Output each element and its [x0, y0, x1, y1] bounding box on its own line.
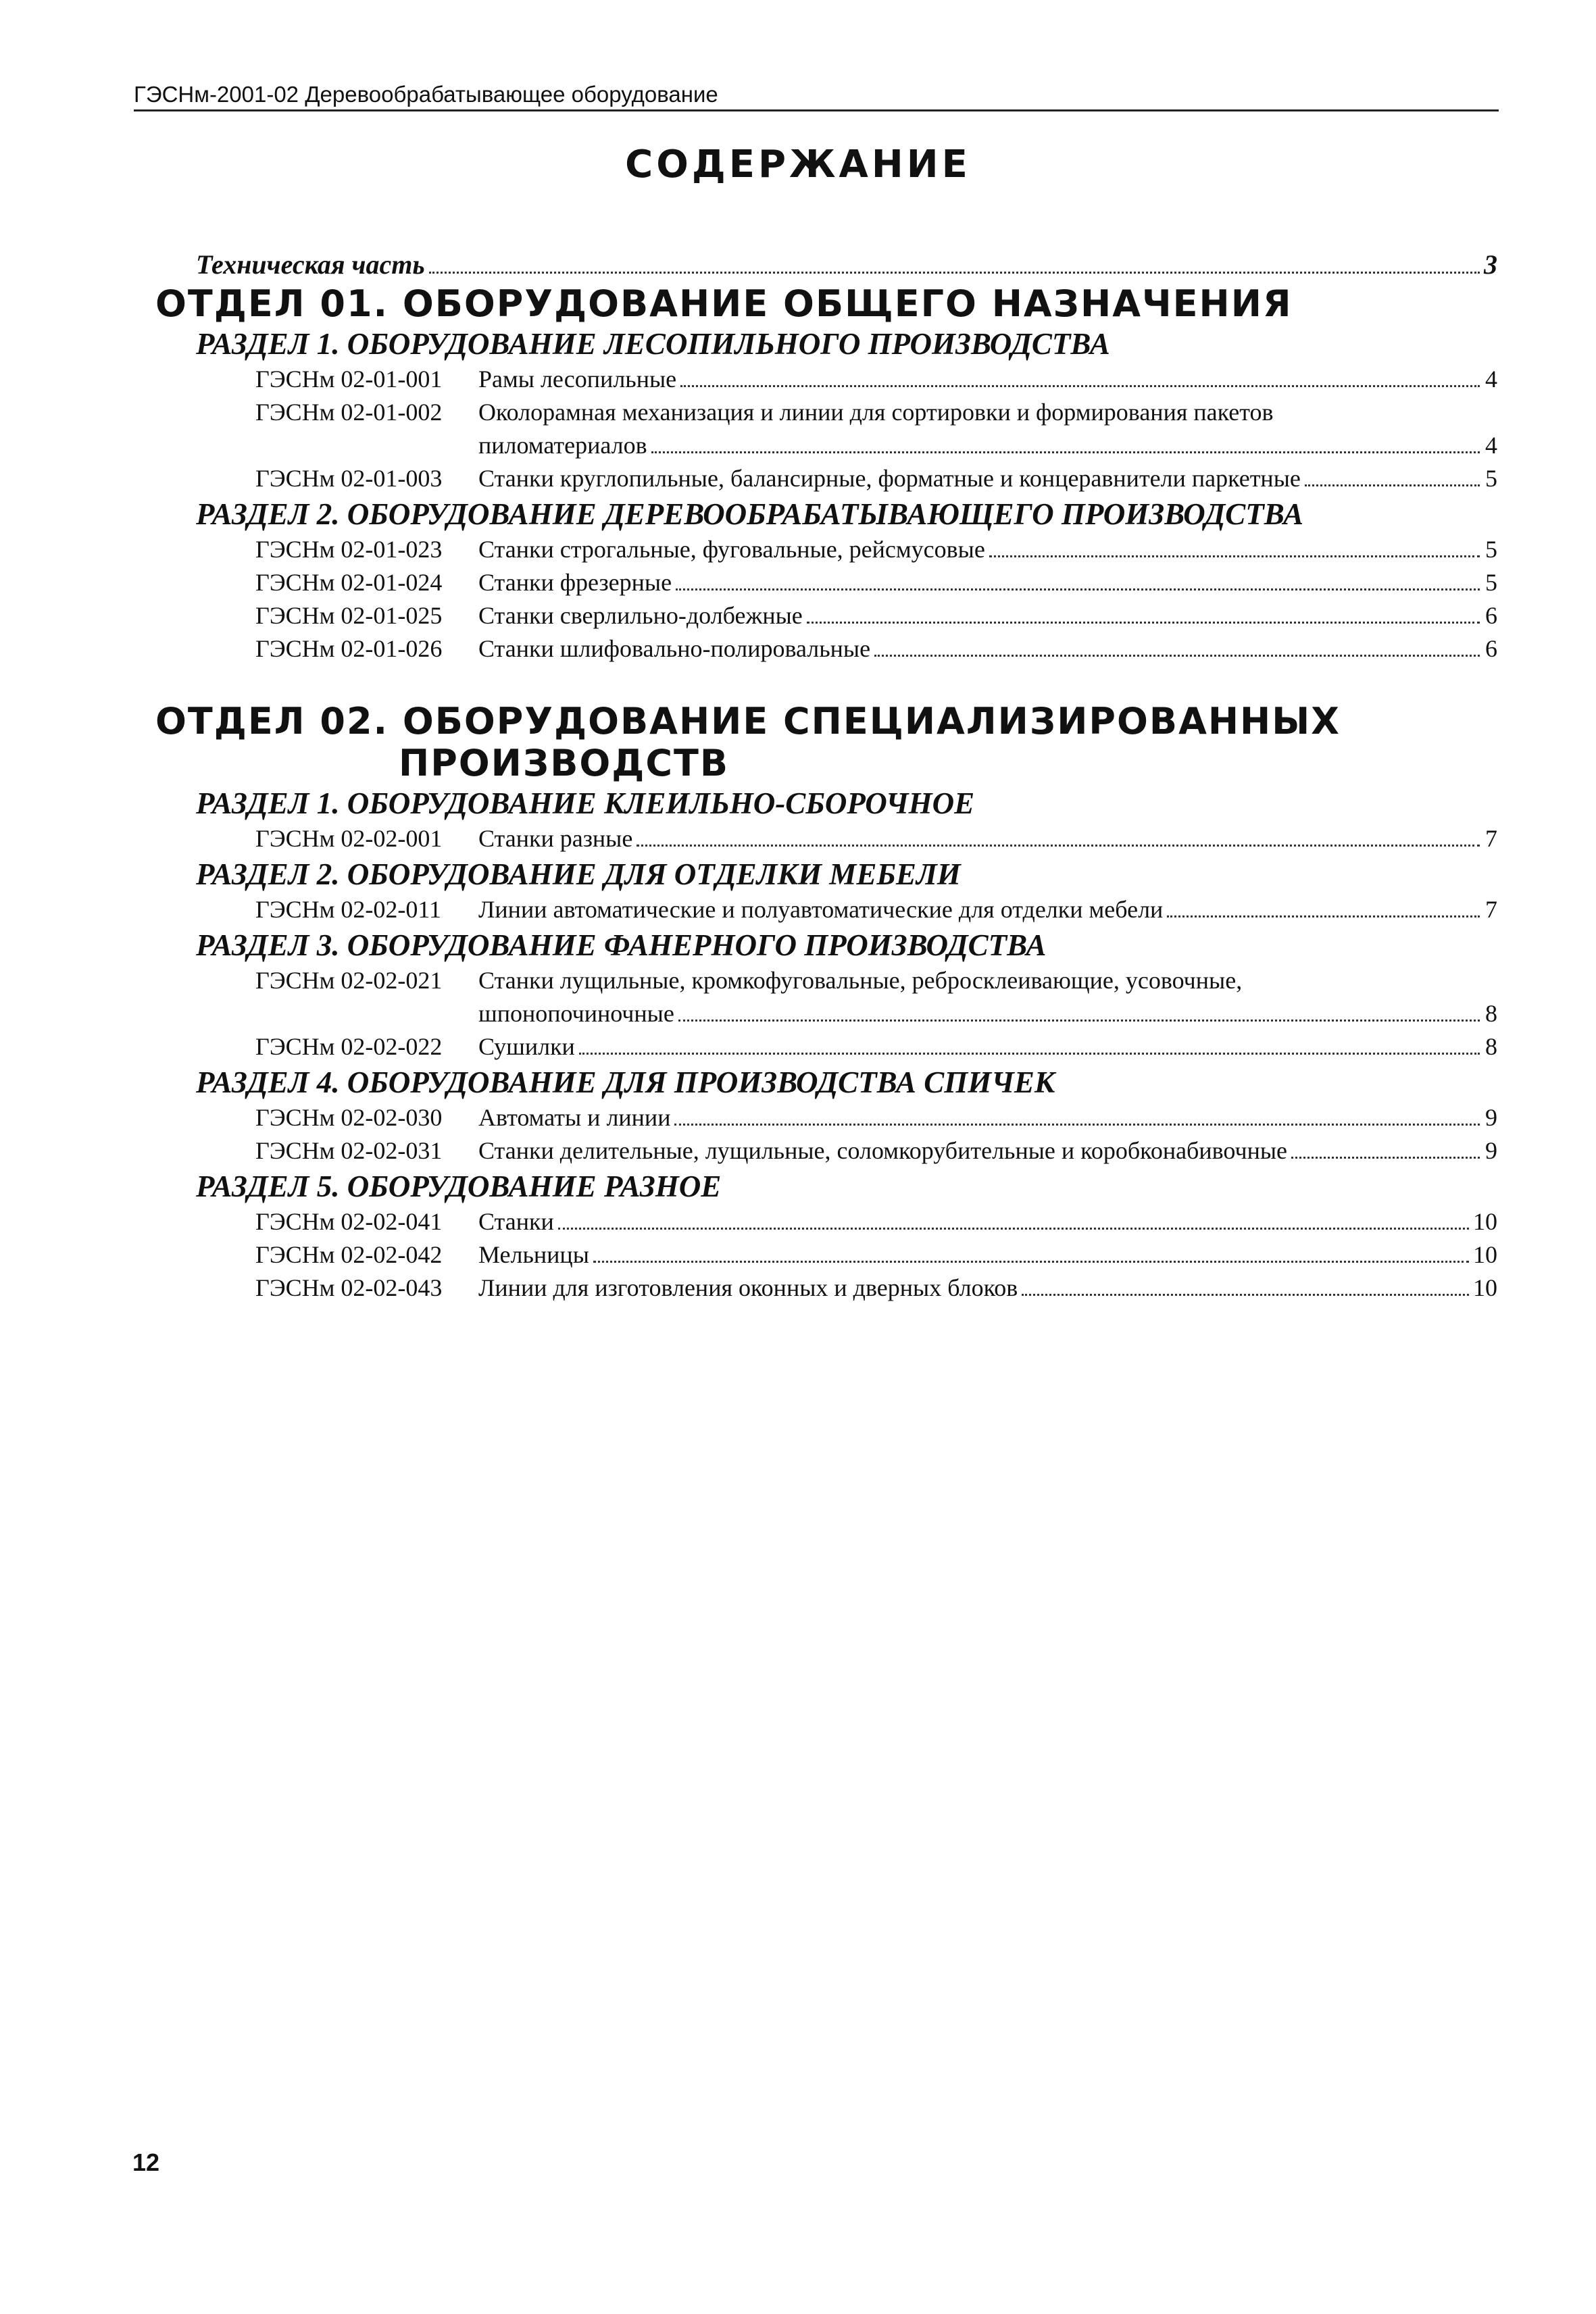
toc-entry-code: ГЭСНм 02-01-003	[255, 465, 443, 492]
dot-leader	[676, 586, 1480, 590]
section-heading: РАЗДЕЛ 1. ОБОРУДОВАНИЕ КЛЕИЛЬНО-СБОРОЧНОЕ	[196, 786, 975, 820]
toc-entry-body	[478, 893, 1497, 926]
toc-page-ref: 10	[1473, 1274, 1497, 1301]
toc-entry-body	[478, 1134, 1497, 1167]
dot-leader	[680, 383, 1480, 387]
section-heading: РАЗДЕЛ 4. ОБОРУДОВАНИЕ ДЛЯ ПРОИЗВОДСТВА СПИЧЕК	[196, 1065, 1055, 1099]
toc-entry-title: Станки строгальные, фуговальные, рейсмусовые	[478, 536, 985, 563]
toc-technical-part-label: Техническая часть	[196, 249, 425, 280]
toc-entry[interactable]	[155, 462, 1497, 495]
toc-entry-body	[478, 533, 1497, 566]
toc-page-ref: 7	[1485, 896, 1497, 923]
toc-entry-code: ГЭСНм 02-02-021	[255, 967, 443, 994]
toc-entry-row	[478, 462, 1497, 495]
toc-entry-code: ГЭСНм 02-02-041	[255, 1208, 443, 1235]
section-heading: РАЗДЕЛ 2. ОБОРУДОВАНИЕ ДЛЯ ОТДЕЛКИ МЕБЕЛИ	[196, 857, 961, 891]
toc-entry-row	[478, 1272, 1497, 1305]
toc-entry-code: ГЭСНм 02-02-043	[255, 1274, 443, 1301]
toc-entry-row	[478, 1030, 1497, 1063]
toc-entry-row	[478, 599, 1497, 632]
toc-entry-title: Станки	[478, 1208, 554, 1235]
toc-entry-title: Линии автоматические и полуавтоматические для отделки мебели	[478, 896, 1164, 923]
toc-entry-title: Автоматы и линии	[478, 1104, 671, 1131]
toc-entry-row	[478, 822, 1497, 855]
toc-page-ref: 5	[1485, 536, 1497, 563]
toc-entry-row	[478, 1205, 1497, 1238]
division-title: ОТДЕЛ 01. ОБОРУДОВАНИЕ ОБЩЕГО НАЗНАЧЕНИЯ	[155, 282, 1293, 325]
toc-page-ref: 5	[1485, 569, 1497, 596]
dot-leader	[807, 620, 1480, 624]
toc-entry-text-line: Околорамная механизация и линии для сортировки и формирования пакетов	[478, 399, 1274, 426]
toc-entry-body	[478, 1238, 1497, 1272]
dot-leader	[651, 449, 1480, 453]
toc-page-ref: 6	[1485, 635, 1497, 662]
toc-entry[interactable]	[155, 363, 1497, 396]
toc-page-ref: 9	[1485, 1104, 1497, 1131]
toc-entry-title: Линии для изготовления оконных и дверных блоков	[478, 1274, 1018, 1301]
toc-entry[interactable]	[155, 1272, 1497, 1305]
toc-entry-row	[478, 632, 1497, 665]
toc-entry-title: Станки шлифовально-полировальные	[478, 635, 871, 662]
toc-entry-title: шпонопочиночные	[478, 1000, 674, 1027]
toc-entry-body	[478, 462, 1497, 495]
toc-entry-row	[478, 1238, 1497, 1272]
toc-entry-code: ГЭСНм 02-01-026	[255, 635, 443, 662]
division-heading	[155, 701, 1497, 784]
dot-leader	[1167, 913, 1480, 917]
toc-page-ref: 8	[1485, 1033, 1497, 1060]
toc-entry[interactable]	[155, 964, 1497, 1030]
toc-entry[interactable]	[155, 822, 1497, 855]
dot-leader	[678, 1017, 1480, 1022]
dot-leader	[1022, 1292, 1469, 1296]
toc-page-ref: 4	[1485, 366, 1497, 393]
toc-entry-title: Станки круглопильные, балансирные, форматные и концеравнители паркетные	[478, 465, 1301, 492]
toc-entry-body	[478, 599, 1497, 632]
toc-entry-code: ГЭСНм 02-02-001	[255, 825, 443, 852]
division-title: ОТДЕЛ 02. ОБОРУДОВАНИЕ СПЕЦИАЛИЗИРОВАННЫХ	[155, 700, 1341, 743]
toc-entry-code: ГЭСНм 02-02-031	[255, 1137, 443, 1164]
toc-entry[interactable]	[155, 893, 1497, 926]
toc-page-ref: 9	[1485, 1137, 1497, 1164]
toc-entry-body	[478, 822, 1497, 855]
toc-entry-row	[478, 533, 1497, 566]
division-title-continued: ПРОИЗВОДСТВ	[399, 742, 730, 784]
page-number: 12	[132, 2148, 160, 2176]
toc-page-ref: 7	[1485, 825, 1497, 852]
dot-leader	[989, 553, 1480, 557]
toc-entry-row	[478, 566, 1497, 599]
toc-page-ref: 8	[1485, 1000, 1497, 1027]
toc-technical-part[interactable]	[196, 247, 1497, 283]
dot-leader	[579, 1051, 1480, 1055]
toc-entry-row	[478, 893, 1497, 926]
dot-leader	[429, 270, 1480, 274]
toc-entry-body	[478, 566, 1497, 599]
toc-entry-text-line: Станки лущильные, кромкофуговальные, ребросклеивающие, усовочные,	[478, 967, 1243, 994]
toc-entry-title: Рамы лесопильные	[478, 366, 677, 393]
toc-entry-body	[478, 363, 1497, 396]
toc-entry-title: Станки фрезерные	[478, 569, 672, 596]
toc-entry-title: пиломатериалов	[478, 432, 647, 459]
toc-entry-body	[478, 1205, 1497, 1238]
toc-entry-code: ГЭСНм 02-02-042	[255, 1241, 443, 1268]
toc-page-ref: 5	[1485, 465, 1497, 492]
toc-entry-row	[478, 1101, 1497, 1134]
dot-leader	[637, 842, 1480, 847]
dot-leader	[558, 1226, 1469, 1230]
toc-entry-title: Станки делительные, лущильные, соломкорубительные и коробконабивочные	[478, 1137, 1287, 1164]
dot-leader	[1291, 1155, 1480, 1159]
toc-entry[interactable]	[155, 533, 1497, 566]
toc-entry-row	[478, 1134, 1497, 1167]
toc-entry-code: ГЭСНм 02-01-002	[255, 399, 443, 426]
toc-entry[interactable]	[155, 1134, 1497, 1167]
toc-page-ref: 4	[1485, 432, 1497, 459]
toc-entry-code: ГЭСНм 02-01-025	[255, 602, 443, 629]
toc-entry-code: ГЭСНм 02-02-022	[255, 1033, 443, 1060]
toc-entry-title: Станки разные	[478, 825, 633, 852]
toc-page-ref: 3	[1484, 249, 1497, 280]
toc-entry-body	[478, 632, 1497, 665]
toc-entry[interactable]	[155, 599, 1497, 632]
toc-entry[interactable]	[155, 632, 1497, 665]
toc-entry-title: Станки сверлильно-долбежные	[478, 602, 803, 629]
dot-leader	[874, 653, 1480, 657]
section-heading: РАЗДЕЛ 5. ОБОРУДОВАНИЕ РАЗНОЕ	[196, 1169, 722, 1203]
section-heading: РАЗДЕЛ 2. ОБОРУДОВАНИЕ ДЕРЕВООБРАБАТЫВАЮЩЕГО ПРОИЗВОДСТВА	[196, 497, 1304, 531]
toc-entry-row	[478, 429, 1497, 462]
toc-entry-body	[478, 1272, 1497, 1305]
section-heading: РАЗДЕЛ 1. ОБОРУДОВАНИЕ ЛЕСОПИЛЬНОГО ПРОИЗВОДСТВА	[196, 327, 1110, 361]
division-heading	[155, 283, 1497, 325]
toc-entry-code: ГЭСНм 02-01-023	[255, 536, 443, 563]
toc-entry[interactable]	[155, 1030, 1497, 1063]
page-title: СОДЕРЖАНИЕ	[625, 143, 971, 186]
toc-entry-body	[478, 964, 1497, 1030]
toc-entry[interactable]	[155, 1238, 1497, 1272]
toc-entry-title: Сушилки	[478, 1033, 575, 1060]
toc-page-ref: 10	[1473, 1208, 1497, 1235]
toc-page-ref: 10	[1473, 1241, 1497, 1268]
toc-entry-code: ГЭСНм 02-01-001	[255, 366, 443, 393]
toc-page-ref: 6	[1485, 602, 1497, 629]
toc-entry[interactable]	[155, 566, 1497, 599]
running-header: ГЭСНм-2001-02 Деревообрабатывающее оборудование	[134, 80, 1499, 111]
toc-entry-body	[478, 1101, 1497, 1134]
division-spacer	[155, 665, 1497, 701]
toc-entry-row	[478, 363, 1497, 396]
toc-entry-title: Мельницы	[478, 1241, 589, 1268]
dot-leader	[674, 1122, 1480, 1126]
toc-entry[interactable]	[155, 396, 1497, 462]
section-heading: РАЗДЕЛ 3. ОБОРУДОВАНИЕ ФАНЕРНОГО ПРОИЗВОДСТВА	[196, 928, 1047, 962]
toc-entry-code: ГЭСНм 02-02-030	[255, 1104, 443, 1131]
dot-leader	[1305, 482, 1480, 486]
toc-entry-code: ГЭСНм 02-01-024	[255, 569, 443, 596]
toc-entry[interactable]	[155, 1205, 1497, 1238]
dot-leader	[593, 1259, 1469, 1263]
toc-entry[interactable]	[155, 1101, 1497, 1134]
toc-entry-body	[478, 396, 1497, 462]
table-of-contents	[155, 247, 1497, 1305]
toc-entry-row	[478, 997, 1497, 1030]
toc-entry-body	[478, 1030, 1497, 1063]
toc-entry-code: ГЭСНм 02-02-011	[255, 896, 442, 923]
